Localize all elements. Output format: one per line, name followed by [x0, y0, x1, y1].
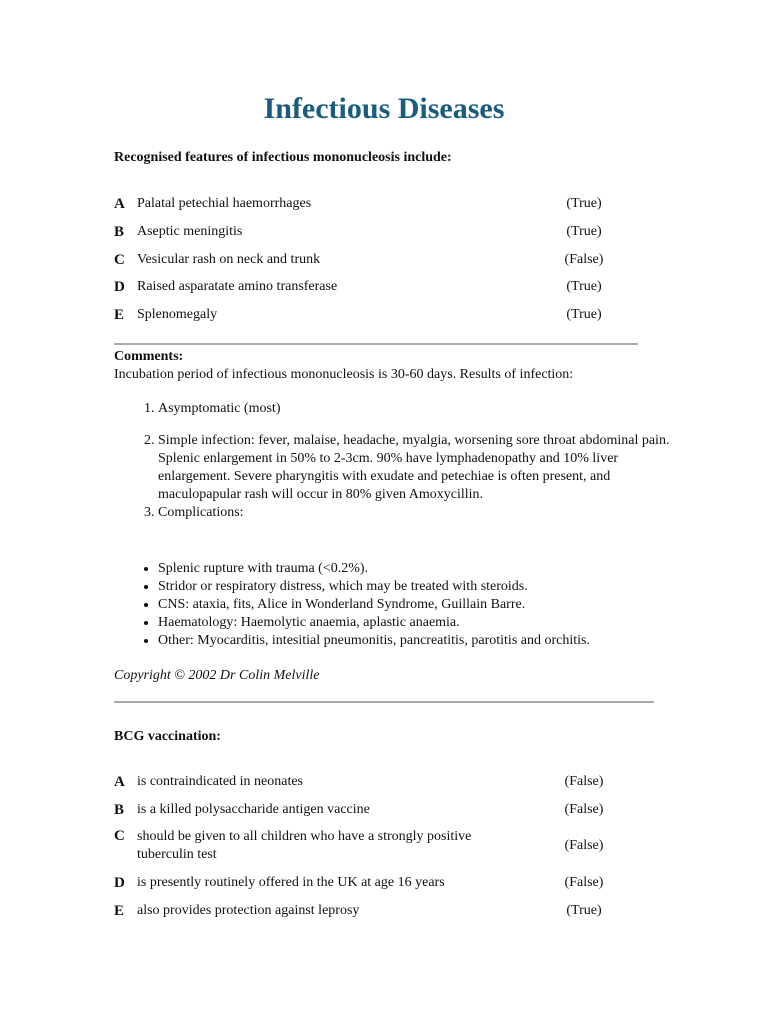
list-item: • Other: Myocarditis, intesitial pneumonitis, pancreatitis, parotitis and orchitis. — [158, 632, 688, 650]
list-item: • Stridor or respiratory distress, which may be treated with steroids. — [158, 578, 688, 596]
bullet-list — [114, 560, 688, 650]
list-item: • CNS: ataxia, fits, Alice in Wonderland Syndrome, Guillain Barre. — [158, 596, 688, 614]
numbered-list — [114, 400, 688, 522]
option-letter: E — [114, 902, 125, 919]
option-answer: (True) — [566, 279, 602, 294]
option-answer: (False) — [564, 875, 604, 890]
answer-option-e — [114, 306, 614, 324]
option-text: is presently routinely offered in the UK at age 16 years — [137, 875, 445, 890]
answer-option-b — [114, 801, 614, 819]
option-answer: (True) — [566, 224, 602, 239]
option-answer: (True) — [566, 307, 602, 322]
option-text: Vesicular rash on neck and trunk — [137, 252, 321, 267]
option-text: Raised asparatate amino transferase — [137, 279, 338, 294]
question-1: Recognised features of infectious mononucleosis include: — [114, 150, 452, 165]
option-text: Aseptic meningitis — [137, 224, 243, 239]
divider — [114, 701, 654, 703]
option-answer: (False) — [564, 802, 604, 817]
option-answer: (False) — [564, 838, 604, 853]
divider — [114, 343, 638, 345]
option-letter: B — [114, 223, 125, 240]
option-letter: D — [114, 874, 125, 891]
option-text: also provides protection against leprosy — [137, 903, 360, 918]
option-letter: A — [114, 195, 125, 212]
answer-option-c — [114, 828, 614, 864]
list-item: 1. Asymptomatic (most) — [158, 400, 688, 418]
answer-option-a — [114, 195, 614, 213]
answer-option-d — [114, 278, 614, 296]
option-letter: D — [114, 278, 125, 295]
option-text: should be given to all children who have a strongly positive tuberculin test — [137, 829, 472, 862]
option-answer: (False) — [564, 774, 604, 789]
option-text: is contraindicated in neonates — [137, 774, 303, 789]
answer-option-e — [114, 902, 614, 920]
list-item: • Haematology: Haemolytic anaemia, aplastic anaemia. — [158, 614, 688, 632]
comments-intro: Incubation period of infectious mononucleosis is 30-60 days. Results of infection: — [114, 367, 574, 382]
answer-option-a — [114, 773, 614, 791]
option-answer: (False) — [564, 252, 604, 267]
answer-option-b — [114, 223, 614, 241]
option-text: Palatal petechial haemorrhages — [137, 196, 312, 211]
list-item: 3. Complications: — [158, 504, 688, 522]
option-text: Splenomegaly — [137, 307, 218, 322]
copyright-notice: Copyright © 2002 Dr Colin Melville — [114, 668, 320, 683]
option-letter: E — [114, 306, 125, 323]
option-text: is a killed polysaccharide antigen vaccine — [137, 802, 370, 817]
page-title: Infectious Diseases — [263, 92, 505, 125]
option-letter: B — [114, 801, 125, 818]
option-letter: C — [114, 828, 125, 844]
option-letter: C — [114, 251, 125, 268]
answer-option-d — [114, 874, 614, 892]
list-item: 2. Simple infection: fever, malaise, headache, myalgia, worsening sore throat abdominal pain. Splenic enlargement in 50% to 2-3cm. 90% have lymphadenopathy and 10% liver enlargement. Severe pharyngitis with exudate and petechiae is often present, and maculopapular rash will occur in 80% given Amoxycillin. — [158, 432, 688, 504]
list-item: • Splenic rupture with trauma (<0.2%). — [158, 560, 688, 578]
comments-heading: Comments: — [114, 349, 184, 364]
option-answer: (True) — [566, 196, 602, 211]
answer-option-c — [114, 251, 614, 269]
question-2: BCG vaccination: — [114, 729, 221, 744]
option-answer: (True) — [566, 903, 602, 918]
option-letter: A — [114, 773, 125, 790]
